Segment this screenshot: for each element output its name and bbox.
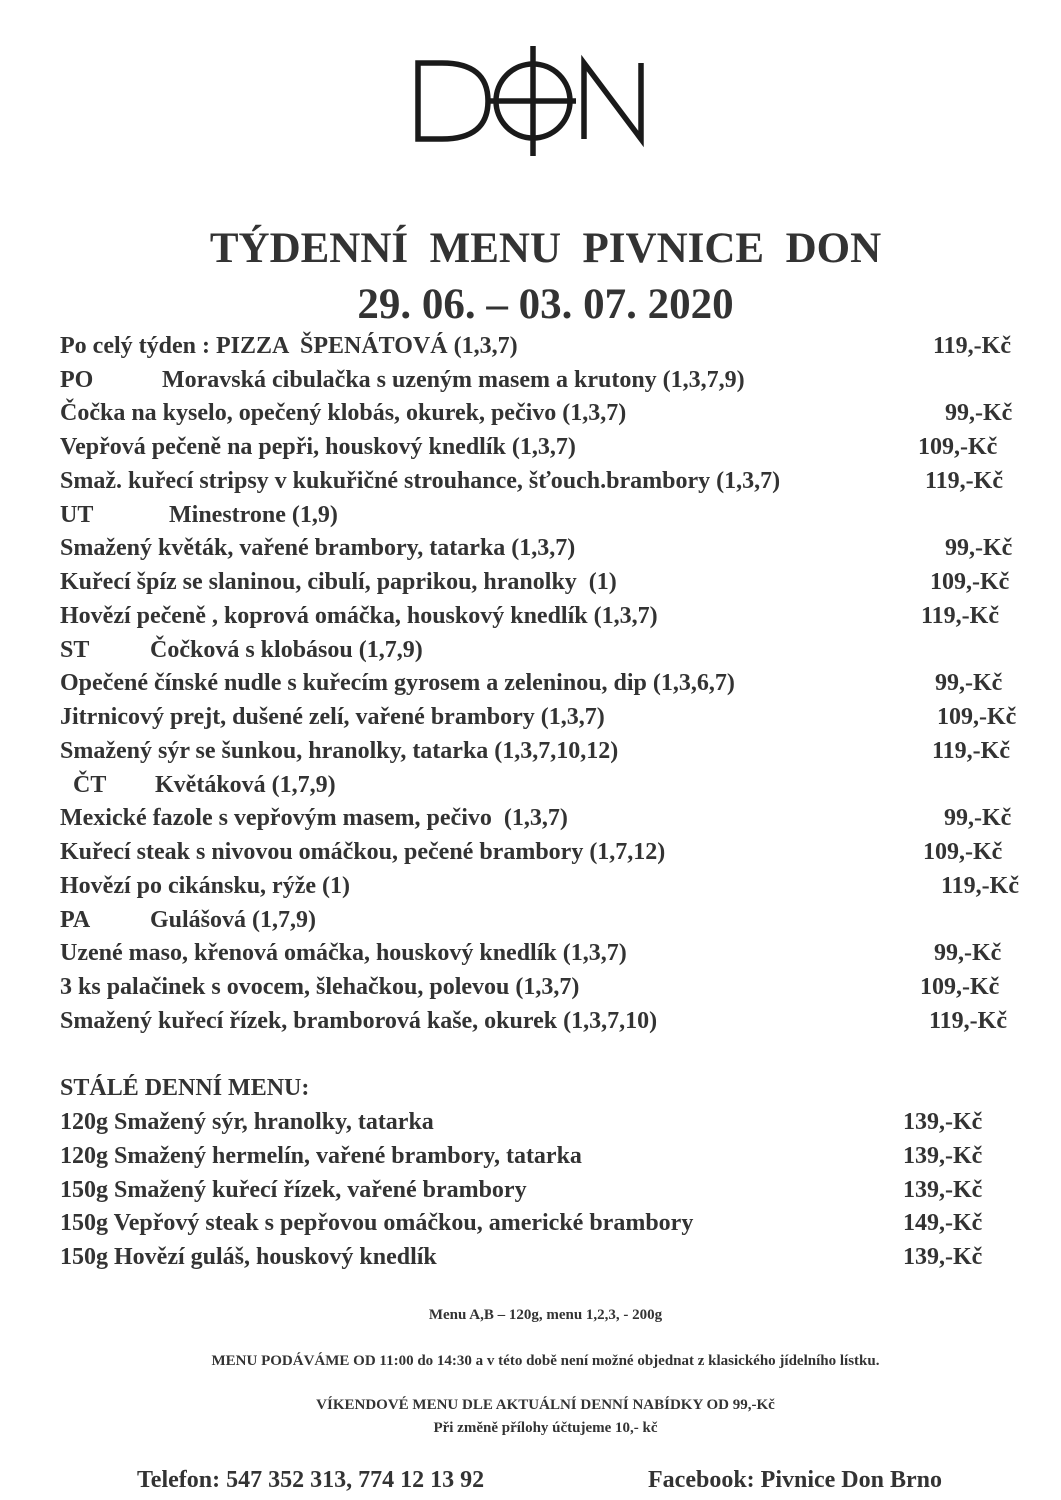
all-week-price: 119,-Kč xyxy=(933,333,1011,359)
standing-item: 120g Smažený sýr, hranolky, tatarka xyxy=(60,1109,434,1135)
menu-item: Hovězí po cikánsku, rýže (1) xyxy=(60,873,350,899)
standing-item: 120g Smažený hermelín, vařené brambory, tatarka xyxy=(60,1143,582,1169)
menu-item-price: 99,-Kč xyxy=(945,400,1013,426)
phone-contact: Telefon: 547 352 313, 774 12 13 92 xyxy=(137,1467,485,1493)
menu-item-price: 109,-Kč xyxy=(918,434,998,460)
standing-menu-heading: STÁLÉ DENNÍ MENU: xyxy=(60,1075,310,1101)
day-label-st: ST xyxy=(60,637,90,663)
weekend-menu-note: VÍKENDOVÉ MENU DLE AKTUÁLNÍ DENNÍ NABÍDKY OD 99,-Kč xyxy=(316,1397,775,1413)
menu-item-price: 109,-Kč xyxy=(930,569,1010,595)
serving-hours-note: MENU PODÁVÁME OD 11:00 do 14:30 a v této době není možné objednat z klasického jídelního lístku. xyxy=(211,1353,880,1369)
menu-item-price: 109,-Kč xyxy=(923,839,1003,865)
standing-item-price: 139,-Kč xyxy=(903,1244,983,1270)
menu-item-price: 99,-Kč xyxy=(945,535,1013,561)
day-label-ct: ČT xyxy=(73,772,107,798)
standing-item-price: 149,-Kč xyxy=(903,1210,983,1236)
soup-po: Moravská cibulačka s uzeným masem a krutony (1,3,7,9) xyxy=(162,367,745,393)
standing-item-price: 139,-Kč xyxy=(903,1109,983,1135)
menu-item: 3 ks palačinek s ovocem, šlehačkou, polevou (1,3,7) xyxy=(60,974,580,1000)
portion-note: Menu A,B – 120g, menu 1,2,3, - 200g xyxy=(428,1307,663,1323)
menu-item-price: 109,-Kč xyxy=(937,704,1017,730)
menu-item-price: 99,-Kč xyxy=(935,670,1003,696)
menu-item: Čočka na kyselo, opečený klobás, okurek, pečivo (1,3,7) xyxy=(60,400,627,426)
don-logo xyxy=(414,44,650,158)
standing-item-price: 139,-Kč xyxy=(903,1143,983,1169)
menu-item: Mexické fazole s vepřovým masem, pečivo (1,3,7) xyxy=(60,805,568,831)
menu-item-price: 109,-Kč xyxy=(920,974,1000,1000)
standing-item: 150g Smažený kuřecí řízek, vařené brambory xyxy=(60,1177,527,1203)
soup-ut: Minestrone (1,9) xyxy=(169,502,338,528)
menu-item: Kuřecí špíz se slaninou, cibulí, paprikou, hranolky (1) xyxy=(60,569,617,595)
menu-item: Hovězí pečeně , koprová omáčka, houskový knedlík (1,3,7) xyxy=(60,603,658,629)
menu-item-price: 99,-Kč xyxy=(934,940,1002,966)
menu-item: Kuřecí steak s nivovou omáčkou, pečené brambory (1,7,12) xyxy=(60,839,666,865)
day-label-po: PO xyxy=(60,367,94,393)
menu-item-price: 119,-Kč xyxy=(941,873,1019,899)
date-range: 29. 06. – 03. 07. 2020 xyxy=(357,281,734,328)
menu-item: Smaž. kuřecí stripsy v kukuřičné strouhance, šťouch.brambory (1,3,7) xyxy=(60,468,781,494)
menu-item-price: 99,-Kč xyxy=(944,805,1012,831)
day-label-pa: PA xyxy=(60,907,91,933)
page-title: TÝDENNÍ MENU PIVNICE DON xyxy=(209,225,882,272)
soup-ct: Květáková (1,7,9) xyxy=(155,772,336,798)
don-logo-mark xyxy=(414,44,650,158)
menu-item: Smažený kuřecí řízek, bramborová kaše, okurek (1,3,7,10) xyxy=(60,1008,658,1034)
menu-item: Opečené čínské nudle s kuřecím gyrosem a zeleninou, dip (1,3,6,7) xyxy=(60,670,735,696)
standing-item-price: 139,-Kč xyxy=(903,1177,983,1203)
menu-item: Vepřová pečeně na pepři, houskový knedlík (1,3,7) xyxy=(60,434,576,460)
soup-pa: Gulášová (1,7,9) xyxy=(150,907,317,933)
facebook-contact: Facebook: Pivnice Don Brno xyxy=(648,1467,942,1493)
menu-item: Smažený květák, vařené brambory, tatarka (1,3,7) xyxy=(60,535,576,561)
menu-item: Uzené maso, křenová omáčka, houskový knedlík (1,3,7) xyxy=(60,940,627,966)
side-change-note: Při změně přílohy účtujeme 10,- kč xyxy=(433,1420,658,1436)
all-week-item: Po celý týden : PIZZA ŠPENÁTOVÁ (1,3,7) xyxy=(60,333,518,359)
menu-item: Smažený sýr se šunkou, hranolky, tatarka (1,3,7,10,12) xyxy=(60,738,619,764)
standing-item: 150g Vepřový steak s pepřovou omáčkou, americké brambory xyxy=(60,1210,694,1236)
menu-item-price: 119,-Kč xyxy=(932,738,1010,764)
menu-item-price: 119,-Kč xyxy=(921,603,999,629)
menu-item-price: 119,-Kč xyxy=(925,468,1003,494)
day-label-ut: UT xyxy=(60,502,94,528)
standing-item: 150g Hovězí guláš, houskový knedlík xyxy=(60,1244,437,1270)
soup-st: Čočková s klobásou (1,7,9) xyxy=(150,637,423,663)
menu-item: Jitrnicový prejt, dušené zelí, vařené brambory (1,3,7) xyxy=(60,704,605,730)
menu-item-price: 119,-Kč xyxy=(929,1008,1007,1034)
